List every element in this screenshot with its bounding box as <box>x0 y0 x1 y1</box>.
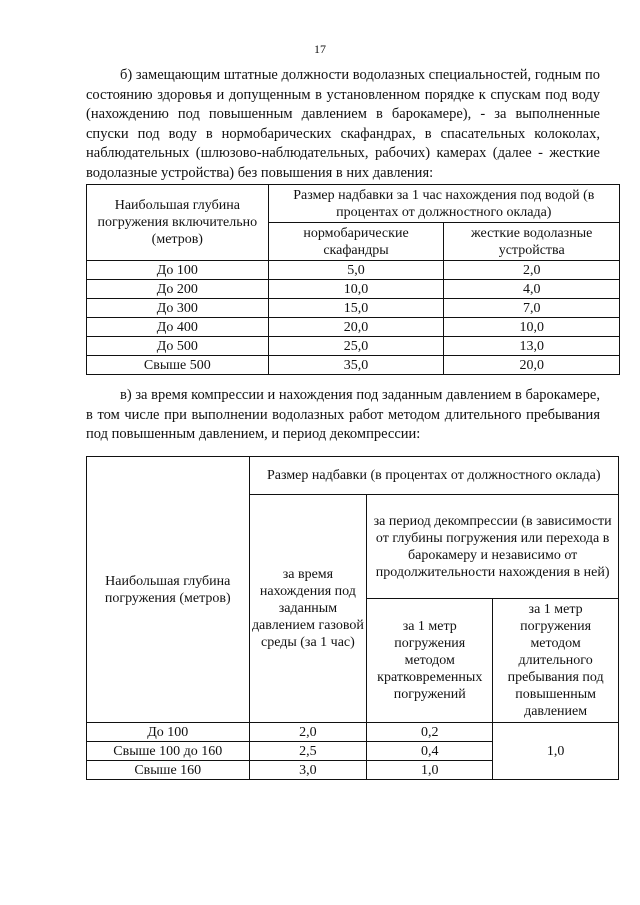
table-row <box>87 318 620 337</box>
table-row <box>87 261 620 280</box>
cell-normobaric: 15,0 <box>268 299 444 318</box>
cell-rigid: 4,0 <box>444 280 620 299</box>
table-compression-allowance <box>86 456 619 780</box>
cell-rigid: 20,0 <box>444 356 620 375</box>
page-number: 17 <box>314 42 326 56</box>
header-normobaric-suits: нормобарические скафандры <box>268 223 444 261</box>
cell-rigid: 2,0 <box>444 261 620 280</box>
cell-normobaric: 10,0 <box>268 280 444 299</box>
header-time-under-pressure: за время нахождения под заданным давлением газовой среды (за 1 час) <box>249 495 367 723</box>
cell-normobaric: 35,0 <box>268 356 444 375</box>
cell-short: 0,2 <box>367 723 493 742</box>
cell-normobaric: 25,0 <box>268 337 444 356</box>
table-row <box>87 356 620 375</box>
table-diving-allowance <box>86 184 620 375</box>
cell-rigid: 10,0 <box>444 318 620 337</box>
header-short-dives: за 1 метр погружения методом кратковременных погружений <box>367 599 493 723</box>
table-row <box>87 337 620 356</box>
cell-depth: Свыше 100 до 160 <box>87 742 250 761</box>
cell-depth: До 100 <box>87 723 250 742</box>
header-depth: Наибольшая глубина погружения включительно (метров) <box>87 185 269 261</box>
cell-depth: До 300 <box>87 299 269 318</box>
header-allowance-group: Размер надбавки (в процентах от должностного оклада) <box>249 457 618 495</box>
cell-time: 2,0 <box>249 723 367 742</box>
paragraph-v-text: в) за время компрессии и нахождения под заданным давлением в барокамере, в том числе при выполнении водолазных работ методом длительного пребывания под повышенным давлением, и период декомпрессии: <box>86 387 600 443</box>
cell-time: 3,0 <box>249 761 367 780</box>
paragraph-v <box>86 386 600 445</box>
cell-depth: До 400 <box>87 318 269 337</box>
cell-depth: До 100 <box>87 261 269 280</box>
cell-normobaric: 20,0 <box>268 318 444 337</box>
table-row <box>87 723 619 742</box>
cell-long-stay-value: 1,0 <box>493 723 619 780</box>
cell-short: 1,0 <box>367 761 493 780</box>
header-rigid-devices: жесткие водолазные устройства <box>444 223 620 261</box>
table-row <box>87 299 620 318</box>
paragraph-b <box>86 66 600 184</box>
cell-depth: Свыше 160 <box>87 761 250 780</box>
cell-short: 0,4 <box>367 742 493 761</box>
cell-normobaric: 5,0 <box>268 261 444 280</box>
cell-rigid: 7,0 <box>444 299 620 318</box>
cell-depth: Свыше 500 <box>87 356 269 375</box>
cell-depth: До 500 <box>87 337 269 356</box>
cell-time: 2,5 <box>249 742 367 761</box>
header-depth: Наибольшая глубина погружения (метров) <box>87 457 250 723</box>
header-decompression-period: за период декомпрессии (в зависимости от глубины погружения или перехода в барокамеру и независимо от продолжительности нахождения в ней) <box>367 495 619 599</box>
header-allowance-group: Размер надбавки за 1 час нахождения под водой (в процентах от должностного оклада) <box>268 185 619 223</box>
paragraph-b-text: б) замещающим штатные должности водолазных специальностей, годным по состоянию здоровья и допущенным в установленном порядке к спускам под воду (нахождению под повышенным давлением в барокамере), - за выполненные спуски под воду в нормобарических скафандрах, в спасательных колоколах, наблюдательных (шлюзово-наблюдательных, рабочих) камерах (далее - жесткие водолазные устройства) без повышения в них давления: <box>86 67 600 181</box>
cell-rigid: 13,0 <box>444 337 620 356</box>
cell-depth: До 200 <box>87 280 269 299</box>
header-long-stay: за 1 метр погружения методом длительного пребывания под повышенным давлением <box>493 599 619 723</box>
table-row <box>87 280 620 299</box>
